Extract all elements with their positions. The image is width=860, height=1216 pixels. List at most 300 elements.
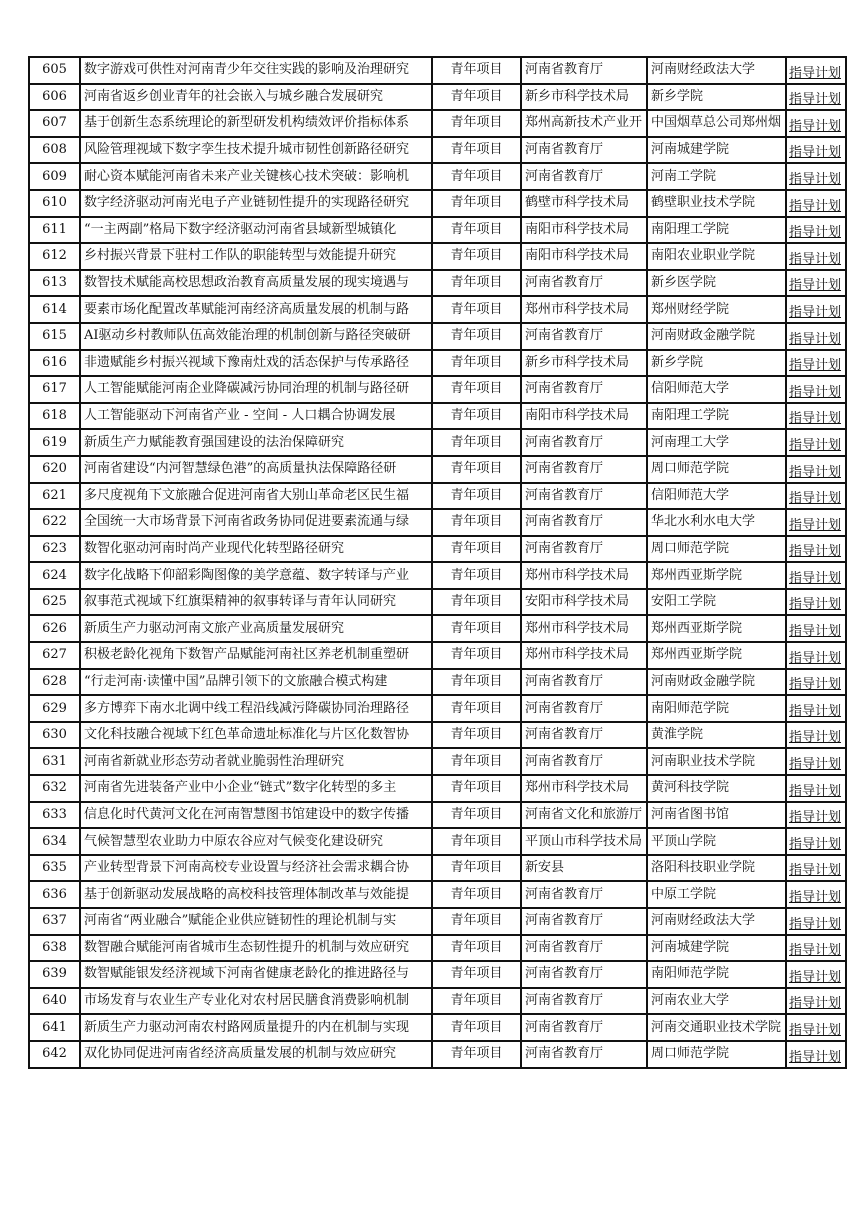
recommending-department: 郑州市科学技术局 <box>525 780 630 796</box>
plan-category: 指导计划 <box>789 544 842 560</box>
applicant-institution-cell <box>647 509 786 536</box>
plan-category-cell <box>786 1041 846 1068</box>
project-title: 河南省“两业融合”赋能企业供应链韧性的理论机制与实 <box>84 913 397 929</box>
applicant-institution: 河南城建学院 <box>651 142 730 158</box>
applicant-institution-cell <box>647 828 786 855</box>
project-number: 635 <box>42 860 67 876</box>
project-number: 641 <box>42 1019 67 1035</box>
project-title: 叙事范式视域下红旗渠精神的叙事转译与青年认同研究 <box>84 594 397 610</box>
project-type-cell <box>432 323 521 350</box>
applicant-institution: 黄淮学院 <box>651 727 704 743</box>
recommending-department-cell <box>521 137 647 164</box>
applicant-institution-cell <box>647 695 786 722</box>
applicant-institution: 南阳理工学院 <box>651 221 730 237</box>
project-title-cell <box>80 296 432 323</box>
plan-category: 指导计划 <box>789 1022 842 1038</box>
project-number: 622 <box>42 514 67 530</box>
project-number-cell <box>29 483 80 510</box>
project-list-body <box>29 57 846 1068</box>
plan-category-cell <box>786 429 846 456</box>
project-title-cell <box>80 802 432 829</box>
plan-category-cell <box>786 190 846 217</box>
table-row <box>29 296 846 323</box>
recommending-department-cell <box>521 323 647 350</box>
project-number-cell <box>29 536 80 563</box>
project-type: 青年项目 <box>450 275 503 291</box>
plan-category: 指导计划 <box>789 650 842 666</box>
applicant-institution: 河南农业大学 <box>651 993 730 1009</box>
applicant-institution: 河南职业技术学院 <box>651 753 756 769</box>
applicant-institution-cell <box>647 84 786 111</box>
applicant-institution-cell <box>647 855 786 882</box>
applicant-institution-cell <box>647 376 786 403</box>
plan-category-cell <box>786 403 846 430</box>
project-title-cell <box>80 748 432 775</box>
project-type: 青年项目 <box>450 328 503 344</box>
applicant-institution: 南阳农业职业学院 <box>651 248 756 264</box>
applicant-institution-cell <box>647 456 786 483</box>
project-number-cell <box>29 961 80 988</box>
project-title: 新质生产力赋能教育强国建设的法治保障研究 <box>84 434 345 450</box>
project-type-cell <box>432 961 521 988</box>
project-title: 文化科技融合视域下红色革命遗址标准化与片区化数智协 <box>84 727 410 743</box>
project-type-cell <box>432 642 521 669</box>
project-number: 639 <box>42 966 67 982</box>
applicant-institution: 郑州西亚斯学院 <box>651 647 743 663</box>
table-row <box>29 270 846 297</box>
project-type-cell <box>432 403 521 430</box>
applicant-institution-cell <box>647 1041 786 1068</box>
project-type: 青年项目 <box>450 301 503 317</box>
applicant-institution: 华北水利水电大学 <box>651 514 756 530</box>
project-title-cell <box>80 163 432 190</box>
project-title: 多尺度视角下文旅融合促进河南省大别山革命老区民生福 <box>84 487 410 503</box>
project-number: 642 <box>42 1046 67 1062</box>
recommending-department: 郑州高新技术产业开 <box>525 115 643 131</box>
recommending-department-cell <box>521 296 647 323</box>
applicant-institution-cell <box>647 483 786 510</box>
recommending-department: 河南省教育厅 <box>525 700 604 716</box>
table-row <box>29 935 846 962</box>
plan-category-cell <box>786 296 846 323</box>
plan-category: 指导计划 <box>789 65 842 81</box>
plan-category: 指导计划 <box>789 464 842 480</box>
plan-category: 指导计划 <box>789 677 842 693</box>
recommending-department-cell <box>521 403 647 430</box>
table-row <box>29 57 846 84</box>
project-title: 多方博弈下南水北调中线工程沿线减污降碳协同治理路径 <box>84 700 410 716</box>
recommending-department: 河南省教育厅 <box>525 142 604 158</box>
recommending-department-cell <box>521 350 647 377</box>
recommending-department-cell <box>521 243 647 270</box>
recommending-department-cell <box>521 110 647 137</box>
project-title-cell <box>80 722 432 749</box>
applicant-institution-cell <box>647 802 786 829</box>
project-type-cell <box>432 935 521 962</box>
recommending-department: 河南省教育厅 <box>525 966 604 982</box>
project-title-cell <box>80 110 432 137</box>
plan-category: 指导计划 <box>789 304 842 320</box>
applicant-institution-cell <box>647 163 786 190</box>
project-title-cell <box>80 376 432 403</box>
project-number: 632 <box>42 780 67 796</box>
project-type: 青年项目 <box>450 727 503 743</box>
project-number: 621 <box>42 487 67 503</box>
project-number-cell <box>29 270 80 297</box>
applicant-institution: 郑州西亚斯学院 <box>651 567 743 583</box>
project-title: 数字经济驱动河南光电子产业链韧性提升的实现路径研究 <box>84 195 410 211</box>
recommending-department: 新乡市科学技术局 <box>525 354 630 370</box>
applicant-institution-cell <box>647 429 786 456</box>
applicant-institution: 周口师范学院 <box>651 1046 730 1062</box>
project-title: “一主两副”格局下数字经济驱动河南省县域新型城镇化 <box>84 221 397 237</box>
project-title: 产业转型背景下河南高校专业设置与经济社会需求耦合协 <box>84 860 410 876</box>
plan-category-cell <box>786 57 846 84</box>
project-title-cell <box>80 243 432 270</box>
recommending-department: 河南省教育厅 <box>525 939 604 955</box>
project-title-cell <box>80 323 432 350</box>
project-type: 青年项目 <box>450 567 503 583</box>
project-type: 青年项目 <box>450 939 503 955</box>
project-type-cell <box>432 881 521 908</box>
applicant-institution: 中国烟草总公司郑州烟 <box>651 115 782 131</box>
applicant-institution: 河南城建学院 <box>651 939 730 955</box>
project-number-cell <box>29 1041 80 1068</box>
project-number-cell <box>29 562 80 589</box>
project-number: 605 <box>42 62 67 78</box>
project-type-cell <box>432 429 521 456</box>
applicant-institution-cell <box>647 589 786 616</box>
recommending-department-cell <box>521 190 647 217</box>
plan-category-cell <box>786 669 846 696</box>
project-title: 风险管理视域下数字孪生技术提升城市韧性创新路径研究 <box>84 142 410 158</box>
project-number: 615 <box>42 328 67 344</box>
table-row <box>29 589 846 616</box>
recommending-department-cell <box>521 376 647 403</box>
applicant-institution-cell <box>647 935 786 962</box>
project-number: 609 <box>42 168 67 184</box>
project-number: 610 <box>42 195 67 211</box>
applicant-institution: 南阳师范学院 <box>651 700 730 716</box>
project-number: 613 <box>42 275 67 291</box>
project-number: 630 <box>42 727 67 743</box>
plan-category-cell <box>786 695 846 722</box>
table-row <box>29 456 846 483</box>
recommending-department: 河南省教育厅 <box>525 461 604 477</box>
project-title: “行走河南·读懂中国”品牌引领下的文旅融合模式构建 <box>84 673 388 689</box>
project-type: 青年项目 <box>450 88 503 104</box>
project-number: 636 <box>42 886 67 902</box>
applicant-institution: 新乡医学院 <box>651 275 717 291</box>
recommending-department: 河南省教育厅 <box>525 168 604 184</box>
project-number: 614 <box>42 301 67 317</box>
plan-category: 指导计划 <box>789 491 842 507</box>
applicant-institution-cell <box>647 961 786 988</box>
recommending-department: 河南省教育厅 <box>525 913 604 929</box>
recommending-department: 平顶山市科学技术局 <box>525 833 643 849</box>
table-row <box>29 748 846 775</box>
project-type-cell <box>432 748 521 775</box>
project-title: 河南省建设“内河智慧绿色港”的高质量执法保障路径研 <box>84 461 397 477</box>
project-number-cell <box>29 695 80 722</box>
recommending-department: 河南省教育厅 <box>525 275 604 291</box>
project-number-cell <box>29 350 80 377</box>
applicant-institution: 鹤壁职业技术学院 <box>651 195 756 211</box>
project-title: 数智融合赋能河南省城市生态韧性提升的机制与效应研究 <box>84 939 410 955</box>
project-title: 耐心资本赋能河南省未来产业关键核心技术突破：影响机 <box>84 168 410 184</box>
project-number-cell <box>29 1014 80 1041</box>
applicant-institution-cell <box>647 722 786 749</box>
plan-category: 指导计划 <box>789 597 842 613</box>
plan-category: 指导计划 <box>789 943 842 959</box>
plan-category-cell <box>786 350 846 377</box>
plan-category-cell <box>786 775 846 802</box>
project-type-cell <box>432 243 521 270</box>
project-type-cell <box>432 615 521 642</box>
recommending-department-cell <box>521 57 647 84</box>
recommending-department-cell <box>521 163 647 190</box>
project-type-cell <box>432 775 521 802</box>
project-number: 637 <box>42 913 67 929</box>
project-type: 青年项目 <box>450 1019 503 1035</box>
recommending-department-cell <box>521 642 647 669</box>
plan-category-cell <box>786 748 846 775</box>
plan-category-cell <box>786 243 846 270</box>
applicant-institution: 南阳理工学院 <box>651 408 730 424</box>
project-type-cell <box>432 855 521 882</box>
applicant-institution: 南阳师范学院 <box>651 966 730 982</box>
project-number-cell <box>29 190 80 217</box>
applicant-institution-cell <box>647 57 786 84</box>
recommending-department: 河南省教育厅 <box>525 62 604 78</box>
applicant-institution: 河南财经政法大学 <box>651 62 756 78</box>
project-number: 626 <box>42 620 67 636</box>
project-type: 青年项目 <box>450 673 503 689</box>
project-title: 数智技术赋能高校思想政治教育高质量发展的现实境遇与 <box>84 275 410 291</box>
applicant-institution: 新乡学院 <box>651 354 704 370</box>
plan-category-cell <box>786 722 846 749</box>
table-row <box>29 695 846 722</box>
table-row <box>29 376 846 403</box>
recommending-department: 郑州市科学技术局 <box>525 620 630 636</box>
project-type: 青年项目 <box>450 115 503 131</box>
project-title-cell <box>80 84 432 111</box>
recommending-department-cell <box>521 562 647 589</box>
project-number-cell <box>29 589 80 616</box>
table-row <box>29 881 846 908</box>
table-row <box>29 855 846 882</box>
project-type-cell <box>432 163 521 190</box>
table-row <box>29 828 846 855</box>
project-type: 青年项目 <box>450 594 503 610</box>
recommending-department: 南阳市科学技术局 <box>525 221 630 237</box>
project-number-cell <box>29 775 80 802</box>
project-title: 市场发育与农业生产专业化对农村居民膳食消费影响机制 <box>84 993 410 1009</box>
project-type: 青年项目 <box>450 142 503 158</box>
plan-category: 指导计划 <box>789 916 842 932</box>
applicant-institution: 河南交通职业技术学院 <box>651 1019 782 1035</box>
plan-category-cell <box>786 163 846 190</box>
recommending-department: 河南省教育厅 <box>525 1046 604 1062</box>
applicant-institution: 信阳师范大学 <box>651 381 730 397</box>
project-number-cell <box>29 323 80 350</box>
applicant-institution-cell <box>647 775 786 802</box>
project-type: 青年项目 <box>450 514 503 530</box>
project-title: 要素市场化配置改革赋能河南经济高质量发展的机制与路 <box>84 301 410 317</box>
applicant-institution-cell <box>647 190 786 217</box>
project-title-cell <box>80 908 432 935</box>
applicant-institution: 中原工学院 <box>651 886 717 902</box>
project-title-cell <box>80 190 432 217</box>
plan-category-cell <box>786 935 846 962</box>
project-type-cell <box>432 722 521 749</box>
project-type-cell <box>432 669 521 696</box>
plan-category: 指导计划 <box>789 145 842 161</box>
plan-category-cell <box>786 908 846 935</box>
project-type-cell <box>432 988 521 1015</box>
table-row <box>29 243 846 270</box>
plan-category: 指导计划 <box>789 225 842 241</box>
project-type-cell <box>432 217 521 244</box>
project-number-cell <box>29 828 80 855</box>
recommending-department: 河南省文化和旅游厅 <box>525 806 643 822</box>
project-type: 青年项目 <box>450 700 503 716</box>
project-title-cell <box>80 642 432 669</box>
project-number-cell <box>29 722 80 749</box>
plan-category: 指导计划 <box>789 810 842 826</box>
recommending-department-cell <box>521 669 647 696</box>
project-type-cell <box>432 483 521 510</box>
project-number: 631 <box>42 753 67 769</box>
project-title: 人工智能驱动下河南省产业 - 空间 - 人口耦合协调发展 <box>84 408 396 424</box>
project-number: 618 <box>42 408 67 424</box>
recommending-department: 河南省教育厅 <box>525 487 604 503</box>
plan-category-cell <box>786 84 846 111</box>
recommending-department-cell <box>521 456 647 483</box>
table-row <box>29 642 846 669</box>
project-title-cell <box>80 855 432 882</box>
project-type-cell <box>432 536 521 563</box>
plan-category-cell <box>786 536 846 563</box>
project-type: 青年项目 <box>450 1046 503 1062</box>
table-row <box>29 137 846 164</box>
project-title-cell <box>80 217 432 244</box>
project-title-cell <box>80 615 432 642</box>
recommending-department-cell <box>521 615 647 642</box>
recommending-department: 河南省教育厅 <box>525 328 604 344</box>
project-type-cell <box>432 296 521 323</box>
recommending-department-cell <box>521 695 647 722</box>
recommending-department: 河南省教育厅 <box>525 993 604 1009</box>
applicant-institution-cell <box>647 881 786 908</box>
recommending-department-cell <box>521 961 647 988</box>
applicant-institution: 安阳工学院 <box>651 594 717 610</box>
project-number-cell <box>29 57 80 84</box>
table-row <box>29 163 846 190</box>
applicant-institution: 河南省图书馆 <box>651 806 730 822</box>
project-type: 青年项目 <box>450 381 503 397</box>
project-type-cell <box>432 57 521 84</box>
applicant-institution-cell <box>647 403 786 430</box>
project-type-cell <box>432 509 521 536</box>
applicant-institution: 信阳师范大学 <box>651 487 730 503</box>
project-title: 全国统一大市场背景下河南省政务协同促进要素流通与绿 <box>84 514 410 530</box>
project-title: 河南省新就业形态劳动者就业脆弱性治理研究 <box>84 753 345 769</box>
project-number: 633 <box>42 806 67 822</box>
recommending-department: 新乡市科学技术局 <box>525 88 630 104</box>
project-number-cell <box>29 84 80 111</box>
plan-category: 指导计划 <box>789 437 842 453</box>
applicant-institution: 周口师范学院 <box>651 540 730 556</box>
plan-category: 指导计划 <box>789 1049 842 1065</box>
plan-category-cell <box>786 456 846 483</box>
plan-category-cell <box>786 270 846 297</box>
recommending-department-cell <box>521 908 647 935</box>
project-title-cell <box>80 775 432 802</box>
recommending-department-cell <box>521 1014 647 1041</box>
applicant-institution: 周口师范学院 <box>651 461 730 477</box>
plan-category: 指导计划 <box>789 624 842 640</box>
table-row <box>29 775 846 802</box>
project-number-cell <box>29 748 80 775</box>
project-number: 616 <box>42 354 67 370</box>
project-title: 数智化驱动河南时尚产业现代化转型路径研究 <box>84 540 345 556</box>
table-row <box>29 323 846 350</box>
project-type-cell <box>432 562 521 589</box>
project-type-cell <box>432 695 521 722</box>
project-type: 青年项目 <box>450 540 503 556</box>
plan-category-cell <box>786 483 846 510</box>
plan-category: 指导计划 <box>789 996 842 1012</box>
project-title-cell <box>80 403 432 430</box>
plan-category: 指导计划 <box>789 863 842 879</box>
project-type: 青年项目 <box>450 966 503 982</box>
project-number-cell <box>29 376 80 403</box>
project-title-cell <box>80 270 432 297</box>
plan-category-cell <box>786 802 846 829</box>
project-title: 积极老龄化视角下数智产品赋能河南社区养老机制重塑研 <box>84 647 410 663</box>
table-row <box>29 536 846 563</box>
project-title-cell <box>80 429 432 456</box>
project-title: 数字游戏可供性对河南青少年交往实践的影响及治理研究 <box>84 62 410 78</box>
project-title-cell <box>80 483 432 510</box>
applicant-institution: 洛阳科技职业学院 <box>651 860 756 876</box>
recommending-department: 河南省教育厅 <box>525 381 604 397</box>
applicant-institution-cell <box>647 270 786 297</box>
project-number: 625 <box>42 594 67 610</box>
recommending-department: 南阳市科学技术局 <box>525 408 630 424</box>
applicant-institution-cell <box>647 110 786 137</box>
plan-category: 指导计划 <box>789 171 842 187</box>
recommending-department-cell <box>521 748 647 775</box>
project-title: 非遗赋能乡村振兴视域下豫南灶戏的活态保护与传承路径 <box>84 354 410 370</box>
table-row <box>29 908 846 935</box>
project-type: 青年项目 <box>450 620 503 636</box>
project-title-cell <box>80 57 432 84</box>
applicant-institution: 郑州西亚斯学院 <box>651 620 743 636</box>
project-number: 611 <box>42 221 67 237</box>
project-number: 627 <box>42 647 67 663</box>
applicant-institution-cell <box>647 323 786 350</box>
recommending-department: 鹤壁市科学技术局 <box>525 195 630 211</box>
recommending-department-cell <box>521 988 647 1015</box>
project-type: 青年项目 <box>450 487 503 503</box>
table-row <box>29 1041 846 1068</box>
project-number: 620 <box>42 461 67 477</box>
plan-category-cell <box>786 217 846 244</box>
project-title-cell <box>80 1014 432 1041</box>
plan-category: 指导计划 <box>789 251 842 267</box>
